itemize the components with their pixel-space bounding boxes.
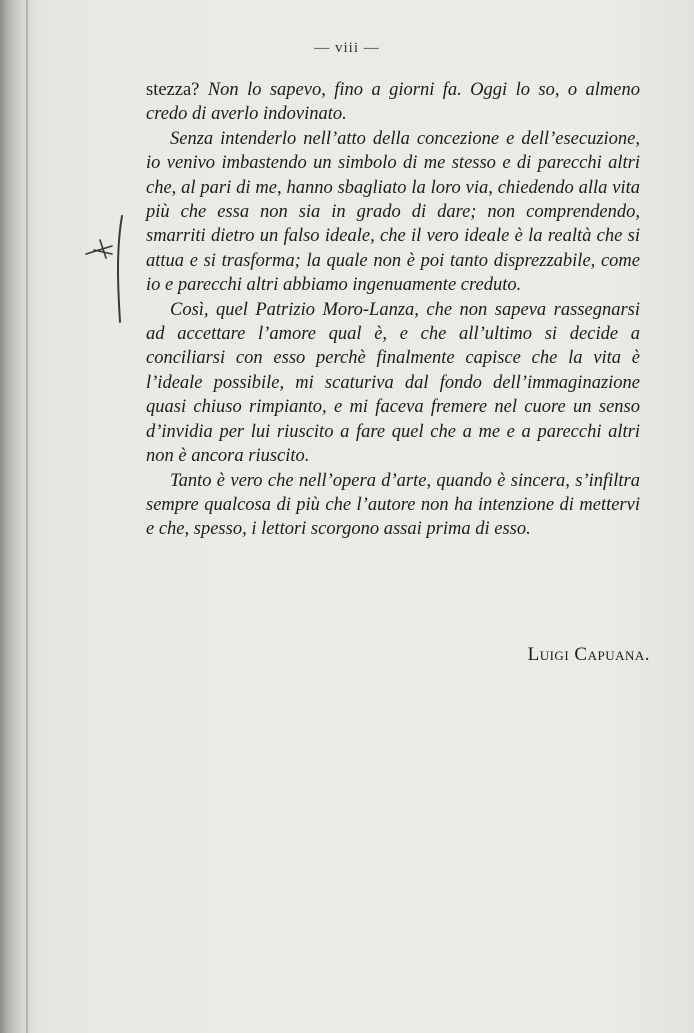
paragraph-4: Tanto è vero che nell’opera d’arte, quando è sincera, s’infiltra sempre qualcosa di più che l’autore non ha intenzione di mettervi e che, spesso, i lettori scorgono assai prima di esso.	[146, 470, 640, 540]
body-text	[146, 78, 640, 542]
paragraph-3: Così, quel Patrizio Moro-Lanza, che non sapeva rassegnarsi ad accettare l’amore qual è, e che all’ultimo si decide a conciliarsi con esso perchè finalmente capisce che la vita è l’ideale possibile, mi scaturiva dal fondo dell’immaginazione quasi chiuso rimpianto, e mi faceva fremere nel cuore un senso d’invidia per lui riuscito a fare quel che a me e a parecchi altri non è ancora riuscito.	[146, 299, 640, 467]
paragraph-1	[146, 78, 640, 127]
page-number: — viii —	[314, 40, 380, 56]
binding-gutter	[26, 0, 28, 1033]
pencil-margin-mark-icon	[82, 210, 142, 330]
paragraph-2: Senza intenderlo nell’atto della concezione e dell’esecuzione, io venivo imbastendo un simbolo di me stesso e di parecchi altri che, al pari di me, hanno sbagliato la loro via, chiedendo alla vita più che essa non sia in grado di dare; non comprendendo, smarriti dietro un falso ideale, che il vero ideale è la realtà che si attua e si trasforma; la quale non è poi tanto disprezzabile, come io e parecchi altri abbiamo ingenuamente creduto.	[146, 128, 640, 296]
paragraph-1-start: stezza?	[146, 80, 200, 100]
author-signature: Luigi Capuana.	[527, 644, 650, 665]
paragraph-1-rest: Non lo sapevo, fino a giorni fa. Oggi lo so, o almeno credo di averlo indovinato.	[146, 80, 640, 125]
